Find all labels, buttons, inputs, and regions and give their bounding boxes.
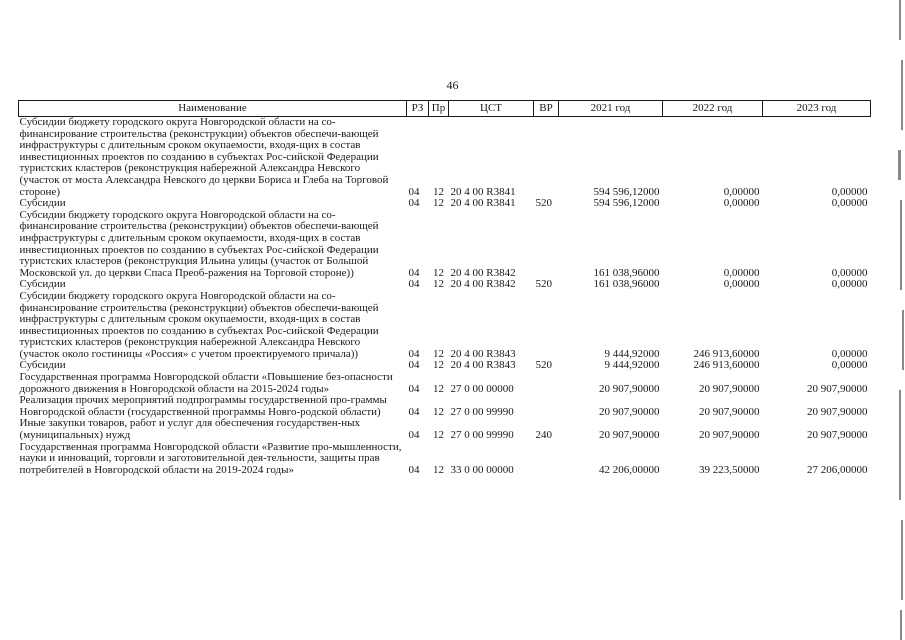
row-2023: 0,00000 [831, 278, 868, 291]
table-row [19, 198, 871, 210]
row-vr [534, 372, 559, 395]
row-vr: 520 [535, 359, 552, 372]
row-name: Государственная программа Новгородской области «Повышение без-опасности дорожного движения в Новгородской области на 2015-2024 годы» [19, 371, 393, 395]
row-2023: 0,00000 [831, 185, 868, 198]
row-pr: 12 [433, 463, 444, 476]
table-row [19, 291, 871, 361]
page-number: 46 [446, 78, 459, 92]
row-2021: 20 907,90000 [599, 429, 660, 442]
budget-table [18, 100, 871, 476]
row-2021: 42 206,00000 [599, 463, 660, 476]
scan-edge-noise [891, 0, 905, 640]
row-2021: 20 907,90000 [599, 405, 660, 418]
row-rz: 04 [408, 197, 420, 210]
row-cst: 20 4 00 R3842 [450, 266, 516, 279]
row-cst: 33 0 00 00000 [450, 463, 514, 476]
header-2021: 2021 год [559, 101, 663, 117]
table-row [19, 372, 871, 395]
row-name: Субсидии бюджету городского округа Новгородской области на со-финансирование строительства (реконструкции) объектов обеспечи-вающей инфраструктуры с длительным сроком окупаемости, входя-щих в состав инвестиционных проектов по созданию в субъектах Рос-сийской Федерации туристских кластеров (реконструкция Ильина улицы (участок от Большой Московской ул. до церкви Спаса Преоб-ражения на Торговой стороне)) [19, 208, 379, 279]
row-2023: 0,00000 [831, 359, 868, 372]
row-2023: 0,00000 [831, 197, 868, 210]
header-rz: РЗ [407, 101, 429, 117]
row-2022: 39 223,50000 [699, 463, 760, 476]
row-cst: 27 0 00 99990 [450, 405, 514, 418]
header-pr: Пр [429, 101, 449, 117]
row-rz: 04 [408, 266, 420, 279]
row-2022: 0,00000 [723, 185, 760, 198]
header-name: Наименование [19, 101, 407, 117]
table-row [19, 418, 871, 441]
row-rz: 04 [408, 185, 420, 198]
row-2021: 161 038,96000 [593, 278, 660, 291]
row-cst: 27 0 00 99990 [450, 429, 514, 442]
row-rz: 04 [408, 382, 420, 395]
row-name: Субсидии [19, 197, 66, 210]
row-vr: 240 [535, 429, 552, 442]
header-2022: 2022 год [663, 101, 763, 117]
row-2023: 20 907,90000 [807, 429, 868, 442]
row-name: Субсидии бюджету городского округа Новгородской области на со-финансирование строительства (реконструкции) объектов обеспечи-вающей инфраструктуры с длительным сроком окупаемости, входя-щих в состав инвестиционных проектов по созданию в субъектах Рос-сийской Федерации туристских кластеров (реконструкция набережной Александра Невского (участок от моста Александра Невского до церкви Бориса и Глеба на Торговой стороне) [19, 116, 389, 198]
table-header-row [19, 101, 871, 117]
row-2022: 20 907,90000 [699, 405, 760, 418]
header-vr: ВР [534, 101, 559, 117]
row-rz: 04 [408, 429, 420, 442]
row-pr: 12 [433, 429, 444, 442]
row-2022: 0,00000 [723, 197, 760, 210]
row-cst: 27 0 00 00000 [450, 382, 514, 395]
row-name: Субсидии [19, 278, 66, 291]
row-pr: 12 [433, 405, 444, 418]
row-name: Реализация прочих мероприятий подпрограммы государственной про-граммы Новгородской области (государственной программы Новго-родской области) [19, 394, 387, 418]
row-pr: 12 [433, 266, 444, 279]
header-2023: 2023 год [763, 101, 871, 117]
row-vr: 520 [535, 278, 552, 291]
row-pr: 12 [433, 185, 444, 198]
row-rz: 04 [408, 278, 420, 291]
row-2023: 0,00000 [831, 266, 868, 279]
row-2022: 246 913,60000 [693, 347, 760, 360]
row-2023: 27 206,00000 [807, 463, 868, 476]
row-pr: 12 [433, 197, 444, 210]
row-2021: 9 444,92000 [604, 347, 660, 360]
row-pr: 12 [433, 382, 444, 395]
row-cst: 20 4 00 R3843 [450, 347, 516, 360]
table-row [19, 210, 871, 280]
row-cst: 20 4 00 R3841 [450, 185, 516, 198]
table-row [19, 395, 871, 418]
row-2021: 20 907,90000 [599, 382, 660, 395]
row-rz: 04 [408, 359, 420, 372]
row-vr: 520 [535, 197, 552, 210]
row-pr: 12 [433, 278, 444, 291]
row-cst: 20 4 00 R3842 [450, 278, 516, 291]
row-2022: 20 907,90000 [699, 429, 760, 442]
row-2022: 246 913,60000 [693, 359, 760, 372]
row-cst: 20 4 00 R3841 [450, 197, 516, 210]
row-2023: 0,00000 [831, 347, 868, 360]
row-pr: 12 [433, 347, 444, 360]
header-cst: ЦСТ [449, 101, 534, 117]
row-name: Государственная программа Новгородской области «Развитие про-мышленности, науки и инноваций, торговли и заготовительной дея-тельности, защиты прав потребителей в Новгородской области на 2019-2024 годы» [19, 440, 402, 476]
row-2021: 9 444,92000 [604, 359, 660, 372]
table-row [19, 117, 871, 199]
row-cst: 20 4 00 R3843 [450, 359, 516, 372]
row-name: Иные закупки товаров, работ и услуг для обеспечения государствен-ных (муниципальных) нужд [19, 417, 361, 442]
row-vr [534, 442, 559, 477]
row-name: Субсидии бюджету городского округа Новгородской области на со-финансирование строительства (реконструкции) объектов обеспечи-вающей инфраструктуры с длительным сроком окупаемости, входя-щих в состав инвестиционных проектов по созданию в субъектах Рос-сийской Федерации туристских кластеров (реконструкция набережной Александра Невского (участок около гостиницы «Россия» с учетом проектируемого причала)) [19, 289, 379, 360]
row-vr [534, 395, 559, 418]
row-rz: 04 [408, 405, 420, 418]
row-2021: 594 596,12000 [593, 197, 660, 210]
row-rz: 04 [408, 463, 420, 476]
row-pr: 12 [433, 359, 444, 372]
table-row [19, 442, 871, 477]
row-2022: 0,00000 [723, 266, 760, 279]
row-2023: 20 907,90000 [807, 382, 868, 395]
row-rz: 04 [408, 347, 420, 360]
row-vr [534, 117, 559, 199]
row-2022: 20 907,90000 [699, 382, 760, 395]
row-2021: 161 038,96000 [593, 266, 660, 279]
row-vr [534, 210, 559, 280]
row-2022: 0,00000 [723, 278, 760, 291]
row-vr [534, 291, 559, 361]
row-name: Субсидии [19, 359, 66, 372]
row-2021: 594 596,12000 [593, 185, 660, 198]
row-2023: 20 907,90000 [807, 405, 868, 418]
